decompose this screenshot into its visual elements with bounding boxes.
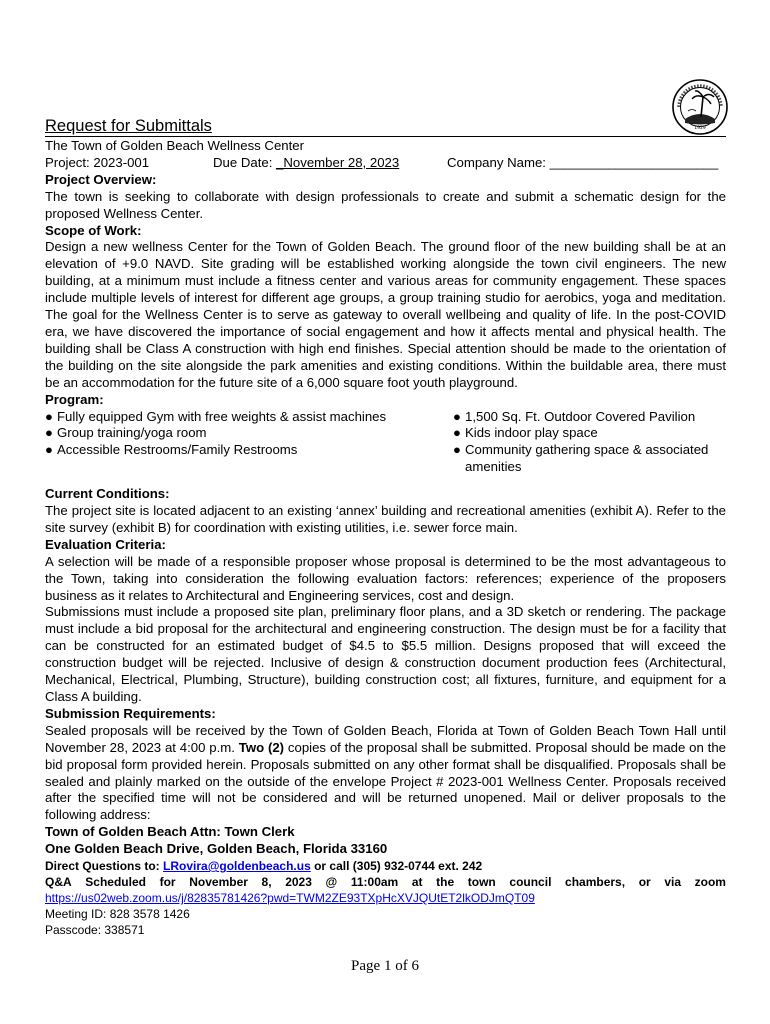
address-line-1: Town of Golden Beach Attn: Town Clerk [45,824,295,840]
program-heading: Program: [45,391,104,407]
submission-text: Sealed proposals will be received by the Town of Golden Beach, Florida at Town of Golden Beach Town Hall until November 28, 2023 at 4:00 p.m. Two (2) copies of the proposal shall be submitted. Proposal should be made on the bid proposal form provided herein. Proposals submitted on any other format shall be disqualified. Proposals shall be sealed and plainly marked on the outside of the envelope Project # 2023-001 Wellness Center. Proposals received after the specified time will not be considered and will be returned unopened. Mail or deliver proposals to the following address: [45,722,726,823]
list-item: ● Group training/yoga room [45,425,207,441]
overview-heading: Project Overview: [45,171,157,187]
evaluation-heading: Evaluation Criteria: [45,536,166,552]
page-title: Request for Submittals [45,116,726,137]
list-item: ● Fully equipped Gym with free weights & assist machines [45,408,387,424]
contact-line: Direct Questions to: LRovira@goldenbeach.us or call (305) 932-0744 ext. 242 [45,859,483,874]
overview-text: The town is seeking to collaborate with design professionals to create and submit a schematic design for the proposed Wellness Center. [45,188,726,221]
list-item: ● Kids indoor play space [453,425,598,441]
project-number: Project: 2023-001 [45,154,150,170]
submission-heading: Submission Requirements: [45,705,216,721]
list-item: ● Accessible Restrooms/Family Restrooms [45,442,298,458]
conditions-text: The project site is located adjacent to an existing ‘annex’ building and recreational amenities (exhibit A). Refer to the site survey (exhibit B) for coordination with existing utilities, i.e. sewer force main. [45,503,726,535]
list-item: ● 1,500 Sq. Ft. Outdoor Covered Pavilion [453,408,696,424]
page-number: Page 1 of 6 [351,958,419,974]
passcode: Passcode: 338571 [45,923,145,938]
evaluation-text: A selection will be made of a responsible proposer whose proposal is determined to be the most advantageous to the Town, taking into consideration the following evaluation factors: references; experience of the proposers business as it relates to Architectural and Engineering services, cost and design. [45,553,726,603]
program-list [45,409,726,477]
meeting-id: Meeting ID: 828 3578 1426 [45,907,190,922]
org-line: The Town of Golden Beach Wellness Center [45,138,305,153]
svg-text:1929: 1929 [694,126,706,131]
address-line-2: One Golden Beach Drive, Golden Beach, Florida 33160 [45,841,388,857]
project-info-row [45,155,726,172]
evaluation-requirements-text: Submissions must include a proposed site plan, preliminary floor plans, and a 3D sketch or rendering. The package must include a bid proposal for the architectural and engineering construction. The design must be for a facility that can be constructed for an estimated budget of $4.5 to $5.5 million. Designs proposed that will exceed the construction budget will be rejected. Inclusive of design & construction document production fees (Architectural, Mechanical, Electrical, Plumbing, Structure), building construction cost; all fixtures, furniture, and equipment for a Class A building. [45,604,726,704]
scope-text: Design a new wellness Center for the Town of Golden Beach. The ground floor of the new building shall be at an elevation of +9.0 NAVD. Site grading will be established working alongside the town civil engineers. The new building, at a minimum must include a fitness center and various areas for community engagement. These spaces include multiple levels of interest for different age groups, a group training studio for aerobics, yoga and meditation. The goal for the Wellness Center is to serve as gateway to overall wellbeing and quality of life. In the post-COVID era, we have discovered the importance of social engagement and how it affects mental and physical health. The building shall be Class A construction with high end finishes. Special attention should be made to the orientation of the building on the site alongside the park amenities and existing conditions. Within the buildable area, there must be an accommodation for the future site of a 6,000 square foot youth playground. [45,239,726,390]
company-name-field: Company Name: _______________________ [447,154,719,170]
conditions-heading: Current Conditions: [45,486,170,502]
qa-schedule-line: Q&A Scheduled for November 8, 2023 @ 11:00am at the town council chambers, or via zoom [45,875,726,890]
scope-heading: Scope of Work: [45,222,142,238]
due-date: Due Date: _November 28, 2023 [213,154,400,170]
list-item: ● Community gathering space & associated amenities [453,442,709,475]
email-link[interactable]: LRovira@goldenbeach.us [163,859,311,874]
document-body [45,138,726,938]
zoom-link[interactable]: https://us02web.zoom.us/j/82835781426?pwd=TWM2ZE93TXpHcXVJQUtET2lkODJmQT09 [45,891,535,906]
